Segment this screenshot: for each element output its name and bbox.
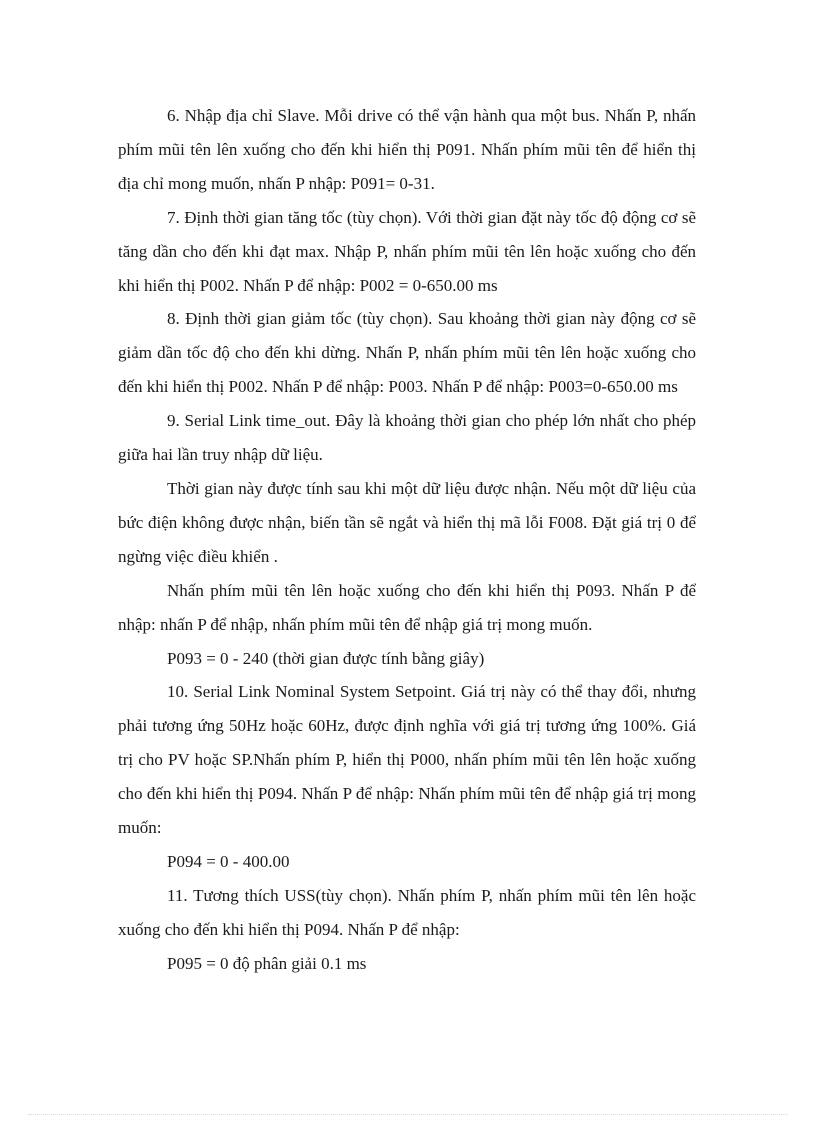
paragraph-timeout-description: Thời gian này được tính sau khi một dữ liệu được nhận. Nếu một dữ liệu của bức điện không được nhận, biến tần sẽ ngắt và hiển thị mã lỗi F008. Đặt giá trị 0 để ngừng việc điều khiển .	[118, 478, 696, 566]
paragraph-acceleration-time: 7. Định thời gian tăng tốc (tùy chọn). Với thời gian đặt này tốc độ động cơ sẽ tăng dần cho đến khi đạt max. Nhập P, nhấn phím mũi tên lên hoặc xuống cho đến khi hiển thị P002. Nhấn P để nhập: P002 = 0-650.00 ms	[118, 207, 696, 295]
paragraph-nominal-setpoint: 10. Serial Link Nominal System Setpoint. Giá trị này có thể thay đổi, nhưng phải tương ứng 50Hz hoặc 60Hz, được định nghĩa với giá trị tương ứng 100%. Giá trị cho PV hoặc SP.Nhấn phím P, hiển thị P000, nhấn phím mũi tên lên hoặc xuống cho đến khi hiển thị P094. Nhấn P để nhập: Nhấn phím mũi tên để nhập giá trị mong muốn:	[118, 682, 696, 838]
document-page	[118, 99, 696, 981]
paragraph-uss-compatibility: 11. Tương thích USS(tùy chọn). Nhấn phím P, nhấn phím mũi tên lên hoặc xuống cho đến khi hiển thị P094. Nhấn P để nhập:	[118, 885, 696, 939]
paragraph-deceleration-time: 8. Định thời gian giảm tốc (tùy chọn). Sau khoảng thời gian này động cơ sẽ giảm dần tốc độ cho đến khi dừng. Nhấn P, nhấn phím mũi tên lên hoặc xuống cho đến khi hiển thị P002. Nhấn P để nhập: P003. Nhấn P để nhập: P003=0-650.00 ms	[118, 309, 696, 397]
page-bottom-divider	[28, 1114, 788, 1115]
formula-p094: P094 = 0 - 400.00	[167, 851, 290, 871]
formula-p095: P095 = 0 độ phân giải 0.1 ms	[167, 953, 367, 973]
paragraph-slave-address: 6. Nhập địa chỉ Slave. Mỗi drive có thể vận hành qua một bus. Nhấn P, nhấn phím mũi tên lên xuống cho đến khi hiển thị P091. Nhấn phím mũi tên để hiển thị địa chỉ mong muốn, nhấn P nhập: P091= 0-31.	[118, 106, 696, 193]
paragraph-timeout-instructions: Nhấn phím mũi tên lên hoặc xuống cho đến khi hiển thị P093. Nhấn P để nhập: nhấn P để nhập, nhấn phím mũi tên để nhập giá trị mong muốn.	[118, 580, 696, 634]
formula-p093: P093 = 0 - 240 (thời gian được tính bằng giây)	[167, 648, 485, 668]
paragraph-serial-link-timeout: 9. Serial Link time_out. Đây là khoảng thời gian cho phép lớn nhất cho phép giữa hai lần truy nhập dữ liệu.	[118, 411, 696, 465]
